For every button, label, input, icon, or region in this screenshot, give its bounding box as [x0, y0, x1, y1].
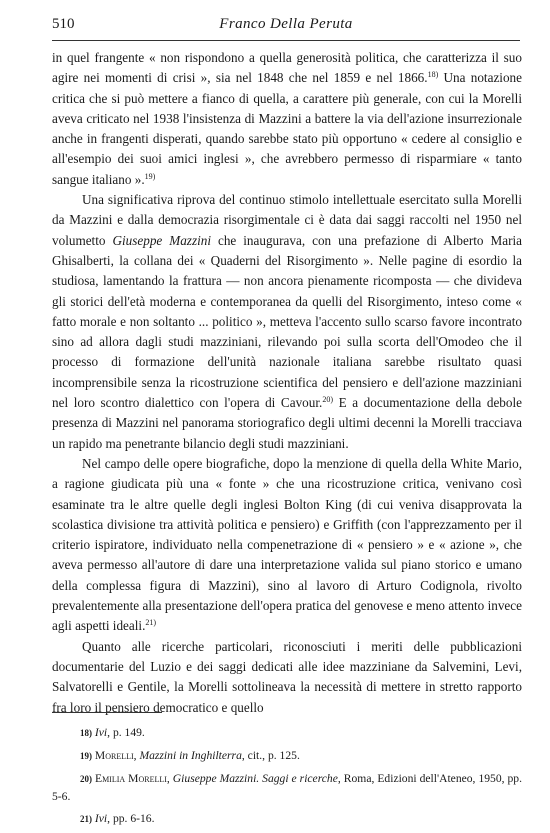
- footnote: 19) Morelli, Mazzini in Inghilterra, cit., p. 125.: [80, 749, 300, 762]
- footnote-number: 21): [80, 814, 92, 824]
- footnote-title: Mazzini in Inghilterra: [139, 749, 242, 762]
- footnote-author: Emilia Morelli: [94, 772, 167, 785]
- footnote: 21) Ivi, pp. 6-16.: [80, 812, 155, 825]
- paragraph: Nel campo delle opere biografiche, dopo la menzione di quella della White Mario, a ragione giudicata più una « fonte » che una ricostruzione critica, venivano così esaminate tra le altre quelle degli inglesi Bolton King (di cui veniva disapprovata la scolastica divisione tra attività politica e pensiero) e Griffith (con l'apprezzamento per il criterio ispiratore, individuato nella compenetrazione di « pensiero » e « azione », che aveva permesso all'autore di dare una interpretazione valida sul piano storico e umano della complessa figura di Mazzini), sino al lavoro di Arturo Codignola, rivolto prevalentemente alla presentazione dell'opera pratica del genovese e meno attento invece agli aspetti ideali.$^{21)}$: [52, 455, 522, 634]
- footnote: 18) Ivi, p. 149.: [80, 726, 145, 739]
- footnote-number: 20): [80, 774, 92, 784]
- page-number: 510: [52, 16, 75, 32]
- footnote-author: Morelli: [94, 749, 134, 762]
- body-text: [52, 48, 522, 718]
- footnote-divider: [52, 712, 162, 713]
- footnote-ref: 20): [322, 395, 333, 405]
- footnote-ref: 21): [145, 618, 157, 628]
- footnotes: [52, 724, 522, 833]
- footnote-title: Giuseppe Mazzini. Saggi e ricerche: [172, 772, 338, 785]
- page-header: [52, 14, 520, 41]
- paragraph: Quanto alle ricerche particolari, riconosciuti i meriti delle pubblicazioni documentarie del Luzio e dei saggi dedicati alle idee mazziniane da Salvemini, Levi, Salvatorelli e Gentile, la Morelli sottolineava la necessità di mettere in stretto rapporto fra loro il pensiero democratico e quello: [52, 638, 522, 715]
- footnote-ref: 19): [144, 171, 156, 181]
- footnote-number: 18): [80, 728, 92, 738]
- footnote-ref: 18): [427, 70, 439, 80]
- paragraph: in quel frangente « non rispondono a quella generosità politica, che caratterizza il suo agire nei momenti di crisi », sia nel 1848 che nel 1859 e nel 1866.$^{18)}$ Una notazione critica che si può mettere a fianco di quella, a carattere più generale, con cui la Morelli aveva criticato nel 1938 l'insistenza di Mazzini a battere la via dell'azione insurrezionale anche in frangenti disperati, quando sarebbe stato più opportuno « cedere al consiglio e all'esempio dei suoi amici inglesi », che avrebbero permesso di risparmiare « tanto sangue italiano ».$^{19)}$: [52, 50, 523, 187]
- book-title: Giuseppe Mazzini: [112, 232, 211, 248]
- footnote: 20) Emilia Morelli, Giuseppe Mazzini. Saggi e ricerche, Roma, Edizioni dell'Ateneo, 1950, pp. 5-6.: [52, 772, 523, 803]
- footnote-number: 19): [80, 751, 92, 761]
- paragraph: Una significativa riprova del continuo stimolo intellettuale esercitato sulla Morelli da Mazzini e dalla democrazia risorgimentale ci è data dai saggi raccolti nel 1950 nel volumetto Giuseppe Mazzini che inaugurava, con una prefazione di Alberto Maria Ghisalberti, la collana dei « Quaderni del Risorgimento ». Nelle pagine di esordio la studiosa, lamentando la frattura — non ancora pienamente ricomposta — che divideva gli storici dell'età moderna e contemporanea da quelli del Risorgimento, inteso come « fatto morale e non soltanto ... politico », metteva l'accento sullo scarso favore incontrato sino ad allora dagli studi mazziniani, rilevando poi sulla scorta dell'Omodeo che il processo di formazione dell'unità nazionale italiana sarebbe risultato quasi incomprensibile senza la ricostruzione scientifica del pensiero e dell'azione mazziniani nel loro scontro dialettico con l'opera di Cavour.$^{20)}$ E a documentazione della debole presenza di Mazzini nel panorama storiografico degli ultimi decenni la Morelli tracciava un rapido ma penetrante bilancio degli studi mazziniani.: [52, 192, 522, 451]
- running-title: Franco Della Peruta: [219, 16, 353, 32]
